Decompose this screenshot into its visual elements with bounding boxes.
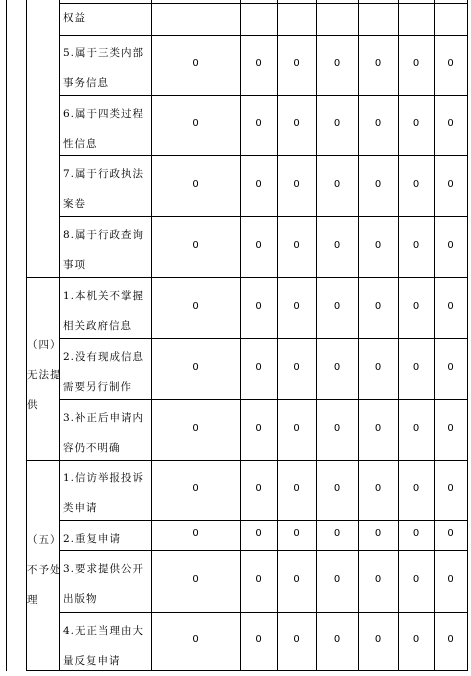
value-cell: 0 <box>374 634 382 645</box>
value-cell: 0 <box>293 422 300 434</box>
row-divider <box>59 35 468 36</box>
value-cell: 0 <box>374 528 382 539</box>
row-label: 8.属于行政查询事项 <box>63 229 145 271</box>
value-cell: 0 <box>192 483 199 494</box>
value-cell: 0 <box>374 422 382 434</box>
column-divider <box>240 0 241 671</box>
value-cell: 0 <box>255 574 262 585</box>
value-cell: 0 <box>255 528 262 539</box>
value-cell: 0 <box>293 178 300 190</box>
value-cell: 0 <box>333 178 341 190</box>
column-divider <box>467 0 468 671</box>
value-cell: 0 <box>255 58 262 69</box>
value-cell: 0 <box>333 574 341 585</box>
row-label: 1.信访举报投诉类申请 <box>63 472 145 514</box>
value-cell: 0 <box>293 483 300 494</box>
row-label: 5.属于三类内部事务信息 <box>63 47 145 89</box>
value-cell: 0 <box>447 422 454 434</box>
value-cell: 0 <box>374 361 382 373</box>
group-label-4: （四）无法提供 <box>27 339 62 411</box>
value-cell: 0 <box>192 300 199 312</box>
value-cell: 0 <box>412 300 420 312</box>
value-cell: 0 <box>447 239 454 251</box>
value-cell: 0 <box>374 483 382 494</box>
value-cell: 0 <box>412 361 420 373</box>
value-cell: 0 <box>293 574 300 585</box>
column-divider <box>316 0 317 671</box>
value-cell: 0 <box>412 422 420 434</box>
column-divider <box>398 0 399 671</box>
value-cell: 0 <box>255 178 262 190</box>
value-cell: 0 <box>412 634 420 645</box>
value-cell: 0 <box>412 239 420 251</box>
value-cell: 0 <box>255 634 262 645</box>
column-divider <box>277 0 278 671</box>
value-cell: 0 <box>255 422 262 434</box>
value-cell: 0 <box>447 361 454 373</box>
value-cell: 0 <box>192 634 199 645</box>
value-cell: 0 <box>255 239 262 251</box>
value-cell: 0 <box>192 239 199 251</box>
value-cell: 0 <box>293 300 300 312</box>
value-cell: 0 <box>333 422 341 434</box>
value-cell: 0 <box>192 118 199 129</box>
row-label: 2.没有现成信息需要另行制作 <box>63 351 145 393</box>
value-cell: 0 <box>333 483 341 494</box>
value-cell: 0 <box>255 118 262 129</box>
column-divider <box>151 0 152 671</box>
row-label: 7.属于行政执法案卷 <box>63 168 145 210</box>
value-cell: 0 <box>412 178 420 190</box>
value-cell: 0 <box>412 483 420 494</box>
value-cell: 0 <box>447 118 454 129</box>
column-divider <box>6 0 7 671</box>
row-label: 6.属于四类过程性信息 <box>63 108 145 150</box>
value-cell: 0 <box>293 361 300 373</box>
value-cell: 0 <box>447 483 454 494</box>
value-cell: 0 <box>192 574 199 585</box>
value-cell: 0 <box>192 178 199 190</box>
value-cell: 0 <box>192 361 199 373</box>
value-cell: 0 <box>374 300 382 312</box>
value-cell: 0 <box>255 361 262 373</box>
row-label: 3.要求提供公开出版物 <box>63 563 145 605</box>
value-cell: 0 <box>412 574 420 585</box>
value-cell: 0 <box>447 300 454 312</box>
value-cell: 0 <box>447 178 454 190</box>
row-label: 3.补正后申请内容仍不明确 <box>63 412 145 454</box>
column-divider <box>358 0 359 671</box>
value-cell: 0 <box>333 634 341 645</box>
row-label: 4.无正当理由大量反复申请 <box>63 625 145 667</box>
value-cell: 0 <box>333 118 341 129</box>
value-cell: 0 <box>374 118 382 129</box>
value-cell: 0 <box>447 574 454 585</box>
value-cell: 0 <box>333 58 341 69</box>
value-cell: 0 <box>192 528 199 539</box>
value-cell: 0 <box>293 58 300 69</box>
value-cell: 0 <box>192 422 199 434</box>
value-cell: 0 <box>374 239 382 251</box>
value-cell: 0 <box>447 528 454 539</box>
row-label: 2.重复申请 <box>63 533 122 545</box>
value-cell: 0 <box>374 58 382 69</box>
column-divider <box>434 0 435 671</box>
value-cell: 0 <box>333 300 341 312</box>
row-label: 1.本机关不掌握相关政府信息 <box>63 290 145 332</box>
value-cell: 0 <box>333 361 341 373</box>
value-cell: 0 <box>412 528 420 539</box>
group-label-5: （五）不予处理 <box>27 534 62 606</box>
value-cell: 0 <box>374 178 382 190</box>
value-cell: 0 <box>293 118 300 129</box>
value-cell: 0 <box>374 574 382 585</box>
value-cell: 0 <box>255 483 262 494</box>
value-cell: 0 <box>333 528 341 539</box>
value-cell: 0 <box>333 239 341 251</box>
value-cell: 0 <box>412 58 420 69</box>
value-cell: 0 <box>192 58 199 69</box>
value-cell: 0 <box>447 58 454 69</box>
value-cell: 0 <box>293 634 300 645</box>
value-cell: 0 <box>293 528 300 539</box>
value-cell: 0 <box>293 239 300 251</box>
value-cell: 0 <box>412 118 420 129</box>
value-cell: 0 <box>255 300 262 312</box>
top-partial-row-label: 权益 <box>63 12 86 24</box>
value-cell: 0 <box>447 634 454 645</box>
